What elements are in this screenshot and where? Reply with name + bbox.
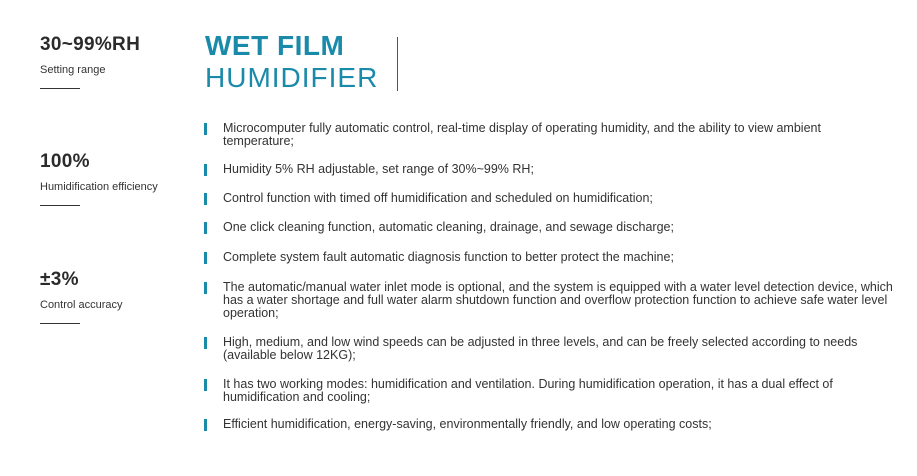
spec-label: Control accuracy [40,299,123,311]
spec-value: ±3% [40,269,79,290]
divider [40,323,80,324]
feature-text: Complete system fault automatic diagnosis function to better protect the machine; [223,250,674,264]
spec-setting-range [40,34,190,89]
spec-value: 30~99%RH [40,34,141,55]
spec-humidification-efficiency [40,151,190,206]
spec-label: Setting range [40,64,106,76]
feature-text: Microcomputer fully automatic control, real-time display of operating humidity, and the ability to view ambient temperature; [223,121,821,148]
bullet-bar-icon [204,282,207,294]
list-item [204,418,894,431]
list-item [204,281,894,320]
list-item [204,336,894,362]
feature-list [204,122,894,431]
bullet-bar-icon [204,123,207,135]
feature-text: The automatic/manual water inlet mode is optional, and the system is equipped with a water level detection device, which has a water shortage and full water alarm shutdown function and overflow protection function to achieve safe water level operation; [223,280,893,320]
list-item [204,192,894,205]
feature-text: One click cleaning function, automatic cleaning, drainage, and sewage discharge; [223,220,674,234]
feature-text: Control function with timed off humidification and scheduled on humidification; [223,191,653,205]
feature-text: High, medium, and low wind speeds can be adjusted in three levels, and can be freely selected according to needs (available below 12KG); [223,335,858,362]
list-item [204,122,894,148]
bullet-bar-icon [204,164,207,176]
bullet-bar-icon [204,337,207,349]
title-line-1: WET FILM [205,30,345,61]
bullet-bar-icon [204,419,207,431]
list-item [204,251,894,264]
bullet-bar-icon [204,222,207,234]
title-line-2: HUMIDIFIER [205,62,379,93]
title-divider [397,37,398,91]
spec-label: Humidification efficiency [40,181,158,193]
feature-text: Humidity 5% RH adjustable, set range of 30%~99% RH; [223,162,534,176]
list-item [204,378,894,404]
bullet-bar-icon [204,252,207,264]
list-item [204,221,894,234]
list-item [204,163,894,176]
divider [40,88,80,89]
feature-text: It has two working modes: humidification and ventilation. During humidification operation, it has a dual effect of humidification and cooling; [223,377,833,404]
spec-control-accuracy [40,269,190,324]
bullet-bar-icon [204,193,207,205]
feature-text: Efficient humidification, energy-saving, environmentally friendly, and low operating costs; [223,417,712,431]
divider [40,205,80,206]
spec-value: 100% [40,151,90,172]
page-title [205,30,378,94]
bullet-bar-icon [204,379,207,391]
